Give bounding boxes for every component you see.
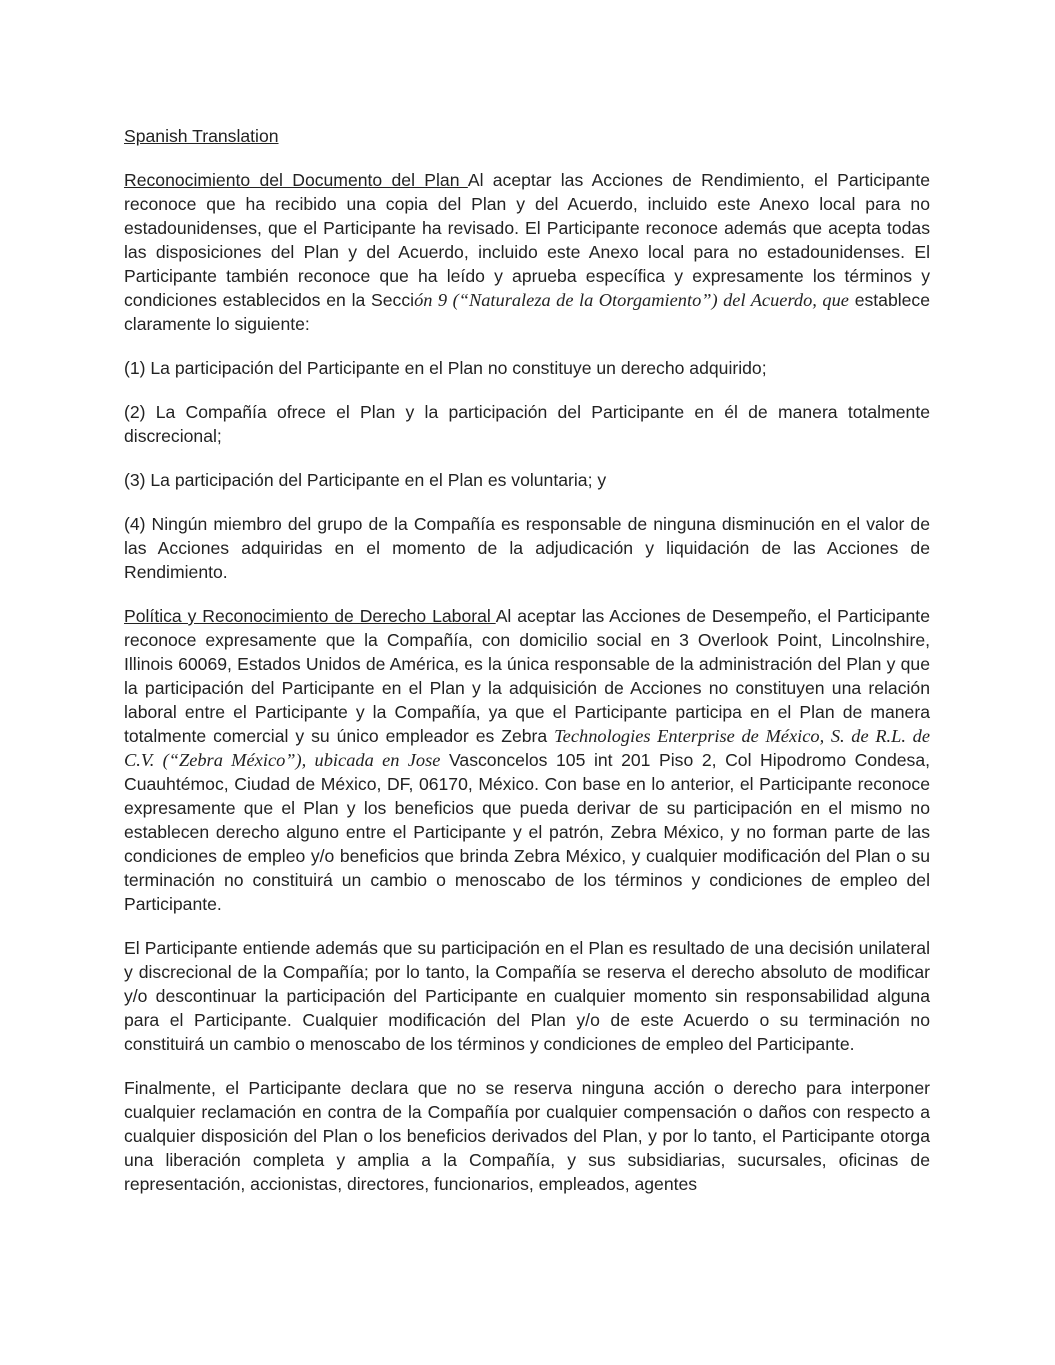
acknowledgment-italic-text: ón 9 (“Naturaleza de la Otorgamiento”) del Acuerdo, que [414, 290, 849, 310]
document-page [124, 124, 930, 1216]
list-item-1: (1) La participación del Participante en el Plan no constituye un derecho adquirido; [124, 358, 767, 378]
list-item-4: (4) Ningún miembro del grupo de la Compañía es responsable de ninguna disminución en el valor de las Acciones adquiridas en el momento de la adjudicación y liquidación de las Acciones de Rendimiento. [124, 514, 930, 582]
document-title [124, 124, 930, 148]
acknowledgment-text-end: establece claramente lo siguiente: [124, 290, 931, 334]
document-title-text: Spanish Translation [124, 126, 279, 146]
labor-italic-text: Technologies Enterprise de México, S. de R.L. de C.V. (“Zebra México”), ubicada en Jose [124, 726, 930, 770]
labor-paragraph [124, 604, 930, 916]
acknowledgment-paragraph [124, 168, 930, 336]
labor-text-end: Vasconcelos 105 int 201 Piso 2, Col Hipodromo Condesa, Cuauhtémoc, Ciudad de México, DF, 06170, México. Con base en lo anterior, el Participante reconoce expresamente que el Plan y los beneficios que pueda derivar de su participación en el mismo no establecen derecho alguno entre el Participante y el patrón, Zebra México, y no forman parte de las condiciones de empleo y/o beneficios que brinda Zebra México, y cualquier modificación del Plan o su terminación no constituirá un cambio o menoscabo de los términos y condiciones de empleo del Participante. [124, 750, 931, 914]
labor-heading: Política y Reconocimiento de Derecho Laboral [124, 606, 496, 626]
list-item-2: (2) La Compañía ofrece el Plan y la participación del Participante en él de manera totalmente discrecional; [124, 402, 930, 446]
unilateral-paragraph: El Participante entiende además que su participación en el Plan es resultado de una decisión unilateral y discrecional de la Compañía; por lo tanto, la Compañía se reserva el derecho absoluto de modificar y/o descontinuar la participación del Participante en cualquier momento sin responsabilidad alguna para el Participante. Cualquier modificación del Plan y/o de este Acuerdo o su terminación no constituirá un cambio o menoscabo de los términos y condiciones de empleo del Participante. [124, 938, 930, 1054]
acknowledgment-text: Al aceptar las Acciones de Rendimiento, el Participante reconoce que ha recibido una copia del Plan y del Acuerdo, incluido este Anexo local para no estadounidenses, que el Participante ha revisado. El Participante reconoce además que acepta todas las disposiciones del Plan y del Acuerdo, incluido este Anexo local para no estadounidenses. El Participante también reconoce que ha leído y aprueba específica y expresamente los términos y condiciones establecidos en la Secci [124, 170, 930, 310]
labor-text: Al aceptar las Acciones de Desempeño, el Participante reconoce expresamente que la Compañía, con domicilio social en 3 Overlook Point, Lincolnshire, Illinois 60069, Estados Unidos de América, es la única responsable de la administración del Plan y que la participación del Participante en el Plan y la adquisición de Acciones no constituyen una relación laboral entre el Participante y la Compañía, ya que el Participante participa en el Plan de manera totalmente comercial y su único empleador es Zebra [124, 606, 930, 746]
final-paragraph: Finalmente, el Participante declara que no se reserva ninguna acción o derecho para interponer cualquier reclamación en contra de la Compañía por cualquier compensación o daños con respecto a cualquier disposición del Plan o los beneficios derivados del Plan, y por lo tanto, el Participante otorga una liberación completa y amplia a la Compañía, y sus subsidiarias, sucursales, oficinas de representación, accionistas, directores, funcionarios, empleados, agentes [124, 1078, 930, 1194]
list-item-3: (3) La participación del Participante en el Plan es voluntaria; y [124, 470, 607, 490]
acknowledgment-heading: Reconocimiento del Documento del Plan [124, 170, 468, 190]
